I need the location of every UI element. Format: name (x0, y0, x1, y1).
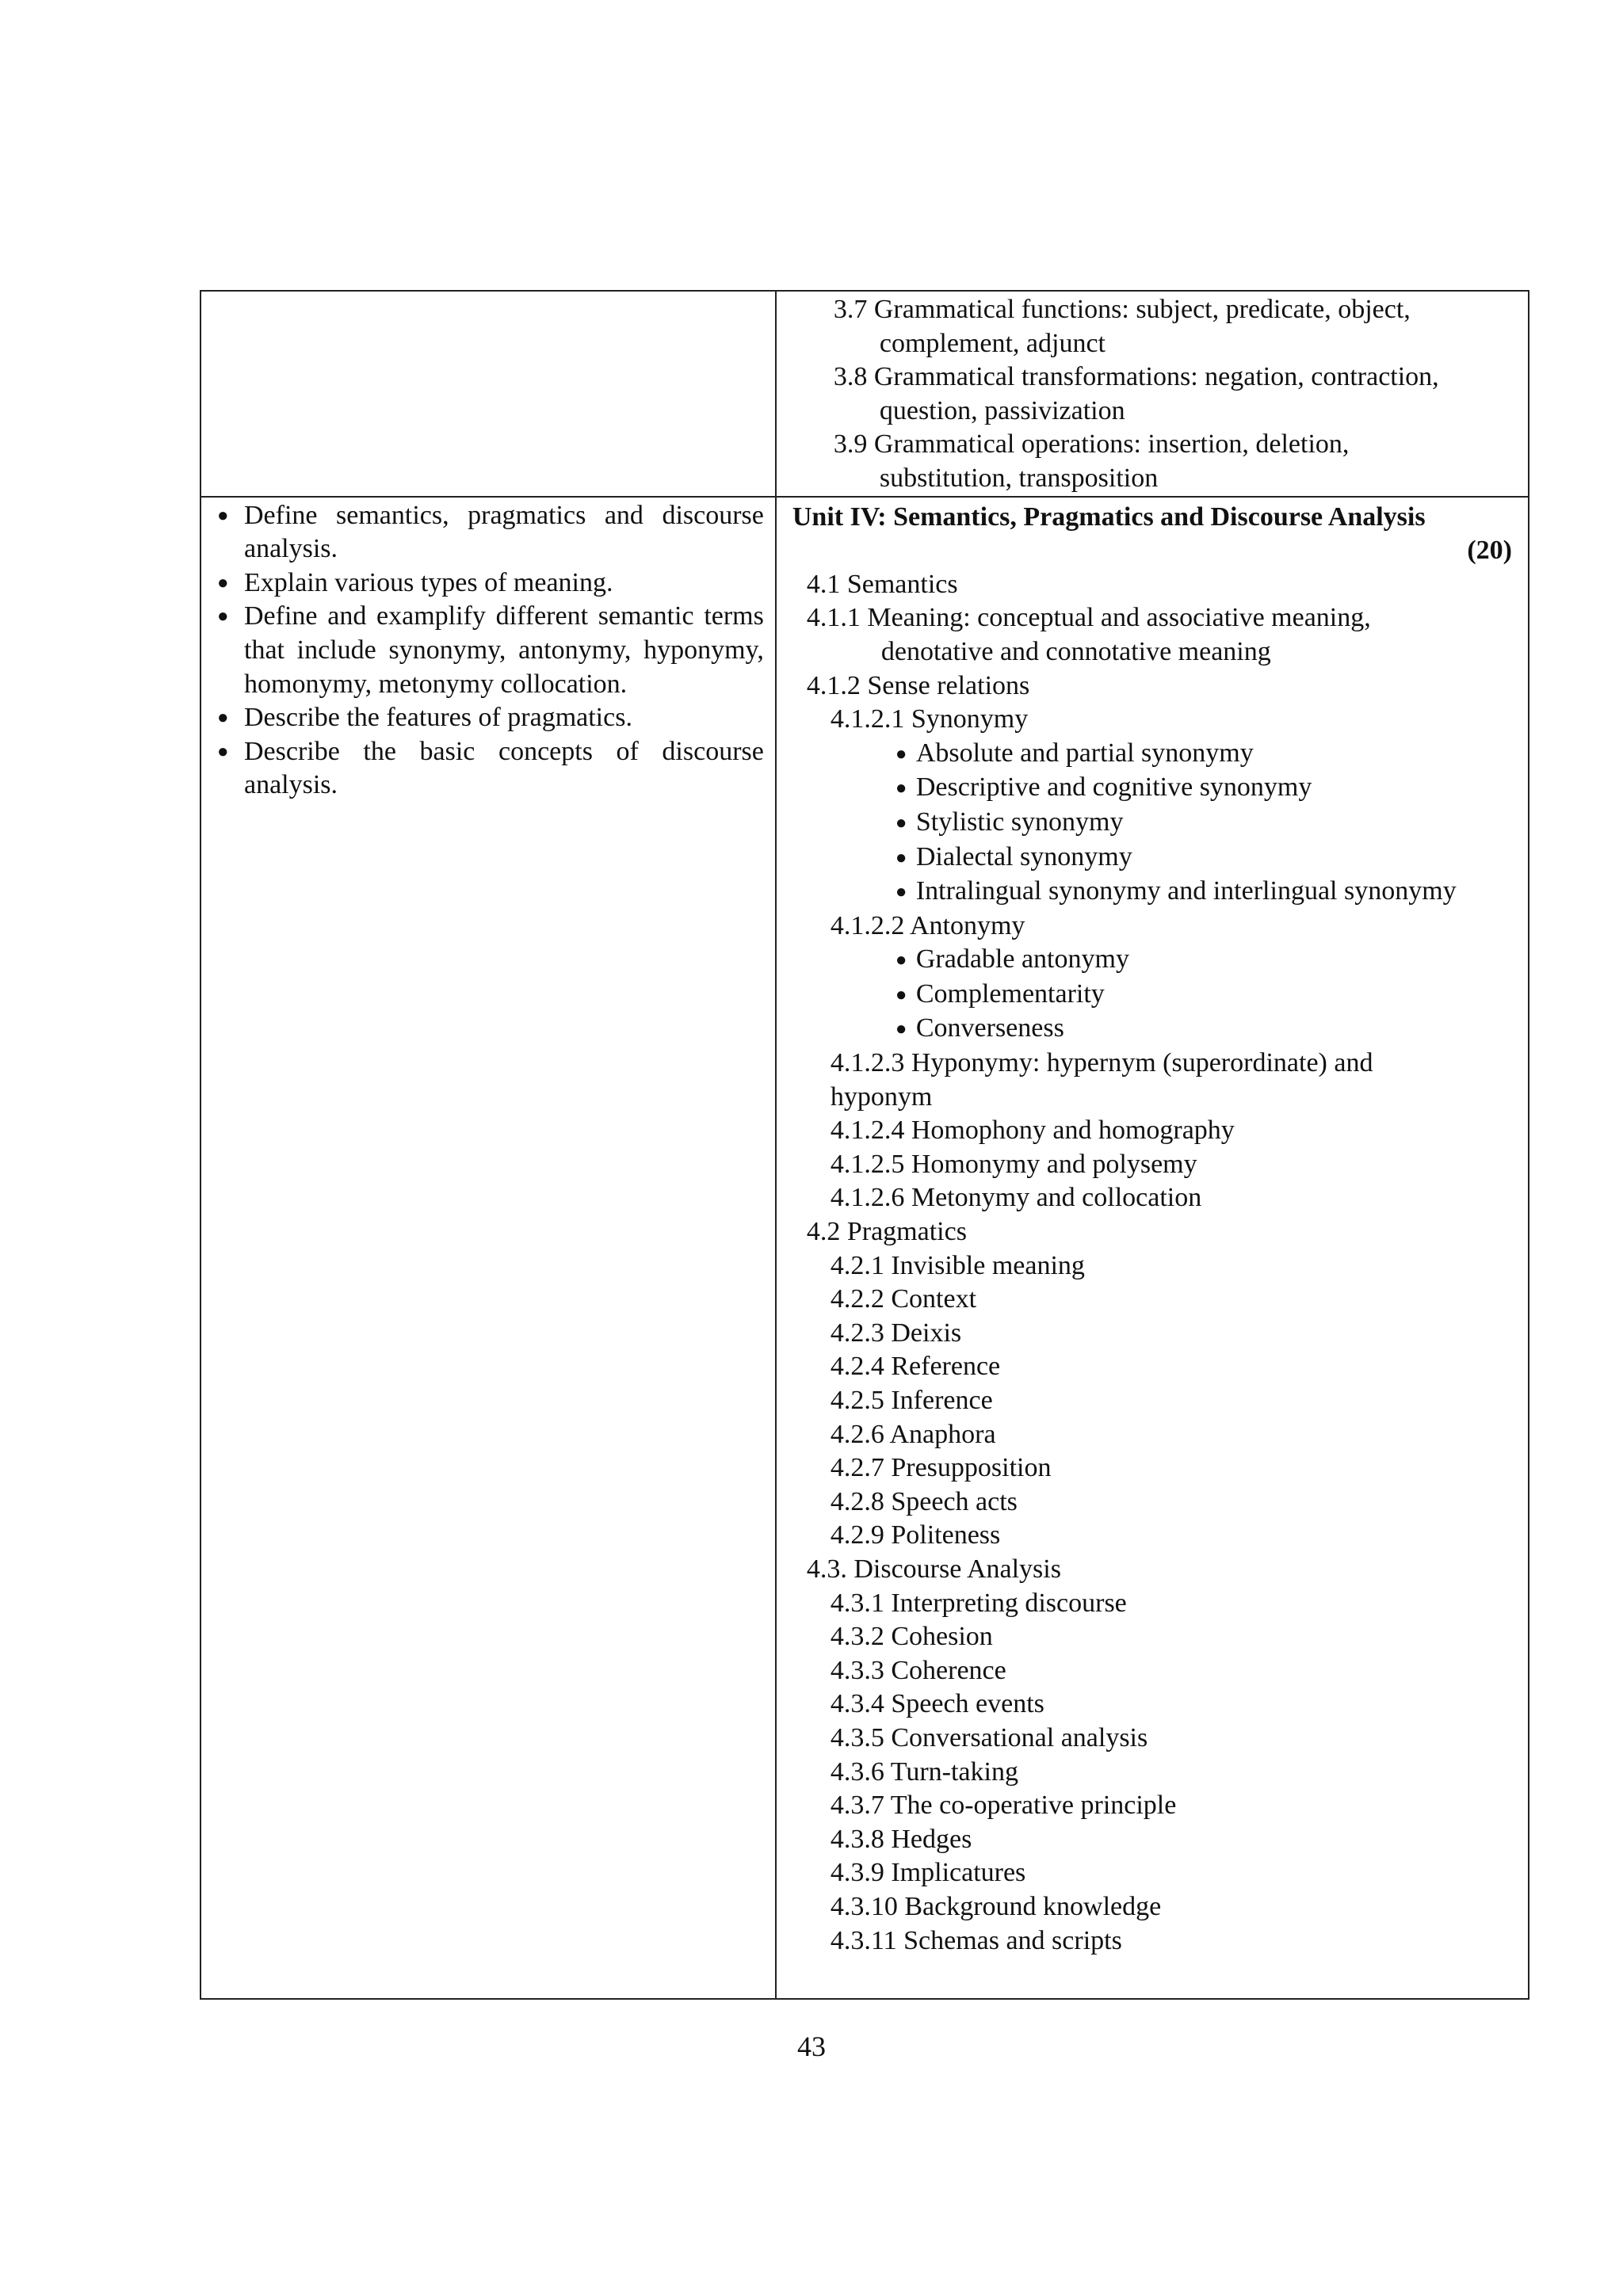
bullet-icon: ● (895, 812, 907, 833)
bullet-icon: ● (895, 950, 907, 971)
content-item: 4.2.7 Presupposition (830, 1453, 1052, 1483)
list-item: ● Absolute and partial synonymy (792, 737, 1512, 772)
content-item: 4.2.9 Politeness (830, 1520, 1001, 1550)
bullet-icon: ● (895, 984, 907, 1005)
bullet-icon: ● (895, 1019, 907, 1040)
content-item: 4.3.10 Background knowledge (830, 1891, 1162, 1921)
content-item: 4.2.2 Context (830, 1284, 977, 1314)
content-item: 4.3.8 Hedges (830, 1824, 972, 1854)
content-item-continuation: substitution, transposition (879, 463, 1159, 493)
list-item: ● Complementarity (792, 978, 1512, 1013)
list-item: ● Converseness (792, 1012, 1512, 1047)
content-item-continuation: hyponym (830, 1081, 933, 1112)
content-item: 4.2.5 Inference (830, 1386, 993, 1415)
content-item: 4.3.2 Cohesion (830, 1622, 993, 1652)
content-item: 4.2.8 Speech acts (830, 1486, 1018, 1516)
content-item-continuation: complement, adjunct (879, 328, 1106, 358)
content-item: 4.1.2.1 Synonymy (830, 704, 1029, 734)
section-heading: 4.2 Pragmatics (806, 1217, 967, 1247)
list-item: ● Gradable antonymy (792, 943, 1512, 978)
content-item: 4.1.2.6 Metonymy and collocation (830, 1183, 1202, 1213)
bullet-icon: ● (217, 572, 229, 593)
unit-title: Unit IV: Semantics, Pragmatics and Discourse Analysis (792, 502, 1426, 532)
syllabus-table (200, 290, 1529, 2000)
list-item: ● Descriptive and cognitive synonymy (792, 771, 1512, 806)
bullet-icon: ● (895, 847, 907, 868)
content-item: 4.1.2.3 Hyponymy: hypernym (superordinate) and (830, 1048, 1373, 1078)
bullet-icon: ● (895, 743, 907, 765)
content-item: 4.1.1 Meaning: conceptual and associative meaning, (806, 603, 1371, 633)
list-item: ● Define semantics, pragmatics and discourse analysis. (217, 500, 764, 564)
content-item: 4.1.2.5 Homonymy and polysemy (830, 1149, 1197, 1179)
content-item: 4.1.2.2 Antonymy (830, 910, 1025, 940)
unit-heading (792, 501, 1512, 568)
table-row (200, 497, 1529, 1999)
list-item: ● Stylistic synonymy (792, 806, 1512, 841)
list-item: ● Dialectal synonymy (792, 841, 1512, 875)
bullet-icon: ● (895, 882, 907, 903)
content-item: 4.3.7 The co-operative principle (830, 1791, 1177, 1821)
contents-cell (776, 497, 1529, 1999)
content-item: 4.1.2.4 Homophony and homography (830, 1116, 1235, 1146)
bullet-icon: ● (895, 778, 907, 799)
bullet-icon: ● (217, 741, 229, 762)
list-item: ● Describe the basic concepts of discourse analysis. (217, 736, 764, 800)
content-item: 4.3.5 Conversational analysis (830, 1722, 1148, 1753)
content-item: 4.3.11 Schemas and scripts (830, 1925, 1122, 1955)
objectives-cell (200, 497, 776, 1999)
bullet-icon: ● (217, 505, 229, 526)
content-item: 4.3.9 Implicatures (830, 1858, 1026, 1888)
content-item: 4.2.1 Invisible meaning (830, 1250, 1085, 1280)
content-item-continuation: denotative and connotative meaning (880, 636, 1271, 666)
content-item: 4.3.6 Turn-taking (830, 1756, 1018, 1787)
content-item: 4.3.1 Interpreting discourse (830, 1588, 1127, 1618)
page-number: 43 (797, 2031, 826, 2062)
list-item: ● Explain various types of meaning. (217, 566, 764, 601)
unit-marks: (20) (1467, 536, 1512, 566)
list-item: ● Define and examplify different semantic terms that include synonymy, antonymy, hyponymy, homonymy, metonymy collocation. (217, 601, 764, 699)
section-heading: 4.3. Discourse Analysis (806, 1554, 1061, 1584)
list-item: ● Intralingual synonymy and interlingual synonymy (792, 875, 1512, 910)
content-item: 4.2.3 Deixis (830, 1318, 962, 1348)
content-item: 4.3.4 Speech events (830, 1689, 1044, 1719)
content-item: 4.2.4 Reference (830, 1352, 1001, 1382)
contents-cell-top (776, 291, 1529, 497)
content-item: 4.2.6 Anaphora (830, 1419, 996, 1449)
content-item: 3.9 Grammatical operations: insertion, deletion, (833, 429, 1350, 460)
content-item-continuation: question, passivization (879, 395, 1125, 425)
bullet-icon: ● (217, 606, 229, 627)
content-item: 4.3.3 Coherence (830, 1655, 1006, 1685)
content-item: 4.1.2 Sense relations (806, 670, 1030, 700)
table-row (200, 291, 1529, 497)
objectives-list (217, 499, 764, 803)
list-item: ● Describe the features of pragmatics. (217, 701, 764, 735)
content-item: 3.7 Grammatical functions: subject, predicate, object, (833, 295, 1411, 324)
objectives-cell-empty (200, 291, 776, 497)
section-heading: 4.1 Semantics (806, 569, 958, 599)
bullet-icon: ● (217, 707, 229, 729)
content-item: 3.8 Grammatical transformations: negation, contraction, (833, 362, 1439, 392)
